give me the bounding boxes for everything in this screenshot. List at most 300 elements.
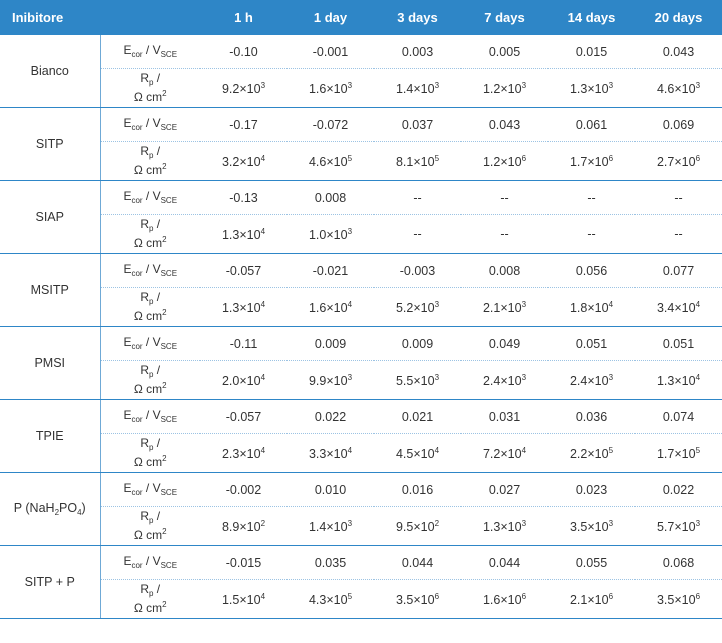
rp-mantissa: 1.4×10 (395, 81, 435, 96)
rp-exponent: 3 (695, 518, 701, 528)
rp-value (548, 288, 635, 327)
rp-exponent: 3 (521, 80, 527, 90)
rp-symbol: R (140, 435, 150, 450)
rp-value (200, 580, 287, 619)
rp-value (374, 507, 461, 546)
rp-exponent: 6 (521, 153, 527, 163)
header-time: 14 days (548, 0, 635, 35)
rp-value (635, 215, 722, 254)
rp-exponent: 4 (347, 445, 353, 455)
ecor-value: 0.003 (374, 35, 461, 69)
ecor-value: -0.001 (287, 35, 374, 69)
param-rp (100, 434, 200, 473)
rp-symbol: R (140, 289, 150, 304)
ecor-subscript: cor (131, 49, 143, 59)
table-row (0, 434, 722, 473)
rp-exponent: 5 (434, 153, 440, 163)
rp-mantissa: 4.3×10 (308, 592, 348, 607)
ecor-value: 0.031 (461, 400, 548, 434)
rp-value (374, 288, 461, 327)
rp-value (548, 507, 635, 546)
ecor-value: 0.015 (548, 35, 635, 69)
rp-value (461, 434, 548, 473)
ecor-value: 0.049 (461, 327, 548, 361)
ecor-ref: SCE (160, 341, 178, 351)
rp-exponent: 4 (260, 445, 266, 455)
param-ecor (100, 181, 200, 215)
rp-value (548, 215, 635, 254)
rp-value (287, 434, 374, 473)
ecor-value: 0.044 (461, 546, 548, 580)
table-row (0, 215, 722, 254)
param-rp (100, 580, 200, 619)
ecor-value: 0.008 (287, 181, 374, 215)
rp-unit: Ω cm (133, 600, 163, 615)
rp-mantissa: 1.0×10 (308, 227, 348, 242)
param-ecor (100, 400, 200, 434)
rp-exponent: 6 (521, 591, 527, 601)
inhibitor-name (0, 546, 100, 619)
rp-unit-exponent: 2 (162, 234, 167, 244)
ecor-value: -0.002 (200, 473, 287, 507)
rp-exponent: 5 (347, 153, 353, 163)
ecor-value: -0.021 (287, 254, 374, 288)
ecor-value: 0.074 (635, 400, 722, 434)
rp-label (133, 289, 167, 323)
formula-subscript: 2 (54, 508, 60, 517)
inhibitor-name-text: Bianco (30, 64, 69, 78)
rp-exponent: 5 (347, 591, 353, 601)
ecor-value: -0.015 (200, 546, 287, 580)
rp-mantissa: 2.2×10 (569, 446, 609, 461)
ecor-symbol: E (123, 115, 132, 130)
header-inhibitor: Inibitore (0, 0, 200, 35)
rp-exponent: 3 (521, 299, 527, 309)
rp-label (133, 435, 167, 469)
ecor-value: 0.051 (548, 327, 635, 361)
rp-mantissa: 1.6×10 (308, 81, 348, 96)
param-ecor (100, 327, 200, 361)
ecor-subscript: cor (131, 560, 143, 570)
param-ecor (100, 254, 200, 288)
ecor-value: -0.057 (200, 254, 287, 288)
rp-value (287, 580, 374, 619)
rp-subscript: p (149, 77, 154, 87)
rp-mantissa: 2.3×10 (221, 446, 261, 461)
rp-mantissa: 2.1×10 (569, 592, 609, 607)
ecor-symbol: E (123, 261, 132, 276)
rp-exponent: 3 (434, 372, 440, 382)
ecor-value: 0.009 (374, 327, 461, 361)
inhibitor-name-text: P (NaH (13, 501, 55, 515)
ecor-slash: / V (142, 188, 161, 203)
inhibitor-name (0, 400, 100, 473)
formula-part: ) (81, 501, 86, 515)
ecor-value: -0.057 (200, 400, 287, 434)
rp-value (635, 69, 722, 108)
ecor-value: -0.17 (200, 108, 287, 142)
inhibitor-name-text: SITP + P (24, 575, 75, 589)
rp-value (635, 288, 722, 327)
rp-value (635, 580, 722, 619)
rp-value (548, 142, 635, 181)
rp-value (548, 580, 635, 619)
rp-unit-exponent: 2 (162, 526, 167, 536)
rp-unit-exponent: 2 (162, 161, 167, 171)
rp-symbol: R (140, 216, 150, 231)
inhibitor-name-text: SITP (35, 137, 64, 151)
ecor-value: -- (635, 181, 722, 215)
rp-value (635, 142, 722, 181)
rp-value (200, 507, 287, 546)
rp-exponent: 4 (260, 372, 266, 382)
rp-unit-exponent: 2 (162, 453, 167, 463)
rp-value (287, 215, 374, 254)
rp-mantissa: 1.3×10 (221, 300, 261, 315)
ecor-value: 0.043 (635, 35, 722, 69)
rp-exponent: 3 (347, 80, 353, 90)
rp-exponent: 4 (521, 445, 527, 455)
rp-exponent: 6 (434, 591, 440, 601)
ecor-value: 0.016 (374, 473, 461, 507)
rp-exponent: 3 (434, 299, 440, 309)
param-ecor (100, 473, 200, 507)
rp-unit: Ω cm (133, 162, 163, 177)
ecor-slash: / V (142, 42, 161, 57)
rp-subscript: p (149, 442, 154, 452)
table-row (0, 35, 722, 69)
ecor-subscript: cor (131, 414, 143, 424)
rp-mantissa: 1.2×10 (482, 154, 522, 169)
ecor-value: -- (548, 181, 635, 215)
rp-mantissa: -- (413, 227, 422, 241)
rp-slash: / (153, 70, 161, 85)
rp-label (133, 362, 167, 396)
rp-symbol: R (140, 508, 150, 523)
rp-mantissa: 2.4×10 (569, 373, 609, 388)
rp-label (133, 70, 167, 104)
rp-unit-exponent: 2 (162, 88, 167, 98)
rp-exponent: 3 (260, 80, 266, 90)
rp-exponent: 4 (434, 445, 440, 455)
rp-slash: / (153, 216, 161, 231)
param-rp (100, 507, 200, 546)
inhibitor-name (0, 181, 100, 254)
ecor-slash: / V (142, 407, 161, 422)
ecor-symbol: E (123, 553, 132, 568)
rp-value (548, 361, 635, 400)
rp-value (374, 142, 461, 181)
formula-subscript: 4 (77, 508, 82, 517)
ecor-subscript: cor (131, 122, 143, 132)
rp-mantissa: 1.2×10 (482, 81, 522, 96)
rp-value (635, 434, 722, 473)
rp-exponent: 5 (608, 445, 614, 455)
rp-mantissa: 1.5×10 (221, 592, 261, 607)
ecor-value: 0.051 (635, 327, 722, 361)
rp-value (200, 434, 287, 473)
table-row (0, 108, 722, 142)
rp-mantissa: 1.3×10 (569, 81, 609, 96)
param-rp (100, 361, 200, 400)
ecor-subscript: cor (131, 268, 143, 278)
table-row (0, 69, 722, 108)
rp-exponent: 3 (695, 80, 701, 90)
rp-unit: Ω cm (133, 454, 163, 469)
ecor-value: 0.023 (548, 473, 635, 507)
ecor-ref: SCE (160, 195, 178, 205)
rp-value (461, 288, 548, 327)
ecor-value: -0.10 (200, 35, 287, 69)
rp-unit: Ω cm (133, 89, 163, 104)
rp-value (461, 580, 548, 619)
param-rp (100, 215, 200, 254)
table-row (0, 400, 722, 434)
ecor-value: 0.009 (287, 327, 374, 361)
rp-mantissa: 1.6×10 (308, 300, 348, 315)
rp-exponent: 6 (695, 153, 701, 163)
ecor-symbol: E (123, 188, 132, 203)
rp-exponent: 4 (260, 226, 266, 236)
rp-value (287, 142, 374, 181)
table-row (0, 181, 722, 215)
rp-value (287, 288, 374, 327)
rp-exponent: 3 (347, 226, 353, 236)
header-time: 1 h (200, 0, 287, 35)
rp-subscript: p (149, 515, 154, 525)
inhibitor-name (0, 473, 100, 546)
rp-unit: Ω cm (133, 381, 163, 396)
rp-value (374, 69, 461, 108)
rp-exponent: 6 (695, 591, 701, 601)
rp-value (461, 507, 548, 546)
rp-exponent: 4 (695, 299, 701, 309)
rp-mantissa: 2.1×10 (482, 300, 522, 315)
ecor-slash: / V (142, 261, 161, 276)
rp-exponent: 6 (608, 591, 614, 601)
rp-mantissa: 3.5×10 (569, 519, 609, 534)
rp-exponent: 4 (260, 153, 266, 163)
ecor-value: 0.010 (287, 473, 374, 507)
param-ecor (100, 546, 200, 580)
rp-mantissa: 3.4×10 (656, 300, 696, 315)
header-time: 20 days (635, 0, 722, 35)
rp-mantissa: 1.8×10 (569, 300, 609, 315)
param-ecor (100, 35, 200, 69)
table-row (0, 361, 722, 400)
rp-exponent: 5 (695, 445, 701, 455)
ecor-value: -0.11 (200, 327, 287, 361)
ecor-value: 0.069 (635, 108, 722, 142)
rp-mantissa: 2.0×10 (221, 373, 261, 388)
rp-value (200, 142, 287, 181)
ecor-ref: SCE (160, 487, 178, 497)
inhibitor-name (0, 108, 100, 181)
ecor-value: 0.077 (635, 254, 722, 288)
ecor-value: 0.055 (548, 546, 635, 580)
ecor-value: -- (374, 181, 461, 215)
table-row (0, 507, 722, 546)
param-ecor (100, 108, 200, 142)
rp-mantissa: 9.9×10 (308, 373, 348, 388)
rp-value (200, 361, 287, 400)
rp-label (133, 216, 167, 250)
rp-mantissa: 5.2×10 (395, 300, 435, 315)
rp-exponent: 3 (608, 372, 614, 382)
rp-mantissa: 5.5×10 (395, 373, 435, 388)
ecor-symbol: E (123, 480, 132, 495)
ecor-ref: SCE (160, 122, 178, 132)
rp-subscript: p (149, 296, 154, 306)
rp-value (548, 69, 635, 108)
ecor-value: 0.056 (548, 254, 635, 288)
rp-mantissa: 1.7×10 (656, 446, 696, 461)
rp-label (133, 143, 167, 177)
rp-unit-exponent: 2 (162, 380, 167, 390)
rp-exponent: 3 (434, 80, 440, 90)
ecor-ref: SCE (160, 560, 178, 570)
rp-mantissa: 2.7×10 (656, 154, 696, 169)
rp-value (374, 361, 461, 400)
ecor-symbol: E (123, 407, 132, 422)
param-rp (100, 69, 200, 108)
table-row (0, 327, 722, 361)
rp-exponent: 4 (347, 299, 353, 309)
table-row (0, 546, 722, 580)
rp-subscript: p (149, 588, 154, 598)
rp-mantissa: 8.1×10 (395, 154, 435, 169)
rp-slash: / (153, 143, 161, 158)
header-time: 3 days (374, 0, 461, 35)
rp-exponent: 4 (260, 591, 266, 601)
rp-exponent: 2 (434, 518, 440, 528)
rp-mantissa: -- (500, 227, 509, 241)
rp-value (461, 361, 548, 400)
ecor-value: 0.021 (374, 400, 461, 434)
rp-slash: / (153, 508, 161, 523)
ecor-slash: / V (142, 480, 161, 495)
param-rp (100, 288, 200, 327)
table-row (0, 254, 722, 288)
rp-mantissa: 9.2×10 (221, 81, 261, 96)
rp-value (287, 69, 374, 108)
rp-value (374, 215, 461, 254)
rp-mantissa: 3.5×10 (656, 592, 696, 607)
rp-value (548, 434, 635, 473)
ecor-value: -0.13 (200, 181, 287, 215)
inhibitor-name (0, 35, 100, 108)
ecor-value: -- (461, 181, 548, 215)
ecor-ref: SCE (160, 414, 178, 424)
header-time: 1 day (287, 0, 374, 35)
rp-slash: / (153, 435, 161, 450)
rp-exponent: 3 (347, 372, 353, 382)
rp-exponent: 3 (347, 518, 353, 528)
rp-symbol: R (140, 362, 150, 377)
rp-mantissa: 1.3×10 (656, 373, 696, 388)
rp-unit: Ω cm (133, 235, 163, 250)
rp-symbol: R (140, 70, 150, 85)
rp-subscript: p (149, 369, 154, 379)
rp-mantissa: -- (587, 227, 596, 241)
inhibitor-name (0, 254, 100, 327)
rp-exponent: 3 (608, 80, 614, 90)
rp-mantissa: 4.6×10 (656, 81, 696, 96)
rp-unit-exponent: 2 (162, 599, 167, 609)
rp-value (635, 361, 722, 400)
rp-mantissa: 4.6×10 (308, 154, 348, 169)
ecor-value: -0.003 (374, 254, 461, 288)
rp-slash: / (153, 362, 161, 377)
rp-exponent: 3 (521, 372, 527, 382)
rp-mantissa: 3.5×10 (395, 592, 435, 607)
rp-symbol: R (140, 581, 150, 596)
rp-unit: Ω cm (133, 527, 163, 542)
rp-exponent: 4 (608, 299, 614, 309)
inhibitor-name-text: SIAP (35, 210, 64, 224)
rp-value (461, 69, 548, 108)
table-header-row (0, 0, 722, 35)
rp-value (461, 142, 548, 181)
rp-value (635, 507, 722, 546)
ecor-value: 0.035 (287, 546, 374, 580)
ecor-value: 0.005 (461, 35, 548, 69)
rp-mantissa: 8.9×10 (221, 519, 261, 534)
rp-mantissa: 1.6×10 (482, 592, 522, 607)
rp-label (133, 581, 167, 615)
ecor-value: 0.022 (635, 473, 722, 507)
rp-mantissa: 4.5×10 (395, 446, 435, 461)
ecor-value: 0.008 (461, 254, 548, 288)
rp-value (200, 288, 287, 327)
rp-value (200, 215, 287, 254)
rp-mantissa: 5.7×10 (656, 519, 696, 534)
rp-value (461, 215, 548, 254)
rp-subscript: p (149, 223, 154, 233)
rp-mantissa: 2.4×10 (482, 373, 522, 388)
ecor-value: 0.027 (461, 473, 548, 507)
ecor-subscript: cor (131, 487, 143, 497)
rp-mantissa: -- (674, 227, 683, 241)
table-row (0, 142, 722, 181)
ecor-symbol: E (123, 334, 132, 349)
rp-mantissa: 1.3×10 (482, 519, 522, 534)
rp-exponent: 3 (521, 518, 527, 528)
ecor-value: 0.037 (374, 108, 461, 142)
rp-symbol: R (140, 143, 150, 158)
inhibitor-name-text: TPIE (35, 429, 64, 443)
ecor-subscript: cor (131, 341, 143, 351)
header-time: 7 days (461, 0, 548, 35)
rp-mantissa: 7.2×10 (482, 446, 522, 461)
ecor-slash: / V (142, 334, 161, 349)
rp-value (287, 507, 374, 546)
ecor-value: 0.022 (287, 400, 374, 434)
ecor-value: 0.043 (461, 108, 548, 142)
rp-label (133, 508, 167, 542)
ecor-value: 0.044 (374, 546, 461, 580)
table-body (0, 35, 722, 619)
rp-mantissa: 9.5×10 (395, 519, 435, 534)
formula-part: PO (59, 501, 78, 515)
table-row (0, 473, 722, 507)
inhibitor-name (0, 327, 100, 400)
rp-slash: / (153, 289, 161, 304)
table-row (0, 580, 722, 619)
table-row (0, 288, 722, 327)
rp-mantissa: 3.3×10 (308, 446, 348, 461)
rp-mantissa: 1.7×10 (569, 154, 609, 169)
